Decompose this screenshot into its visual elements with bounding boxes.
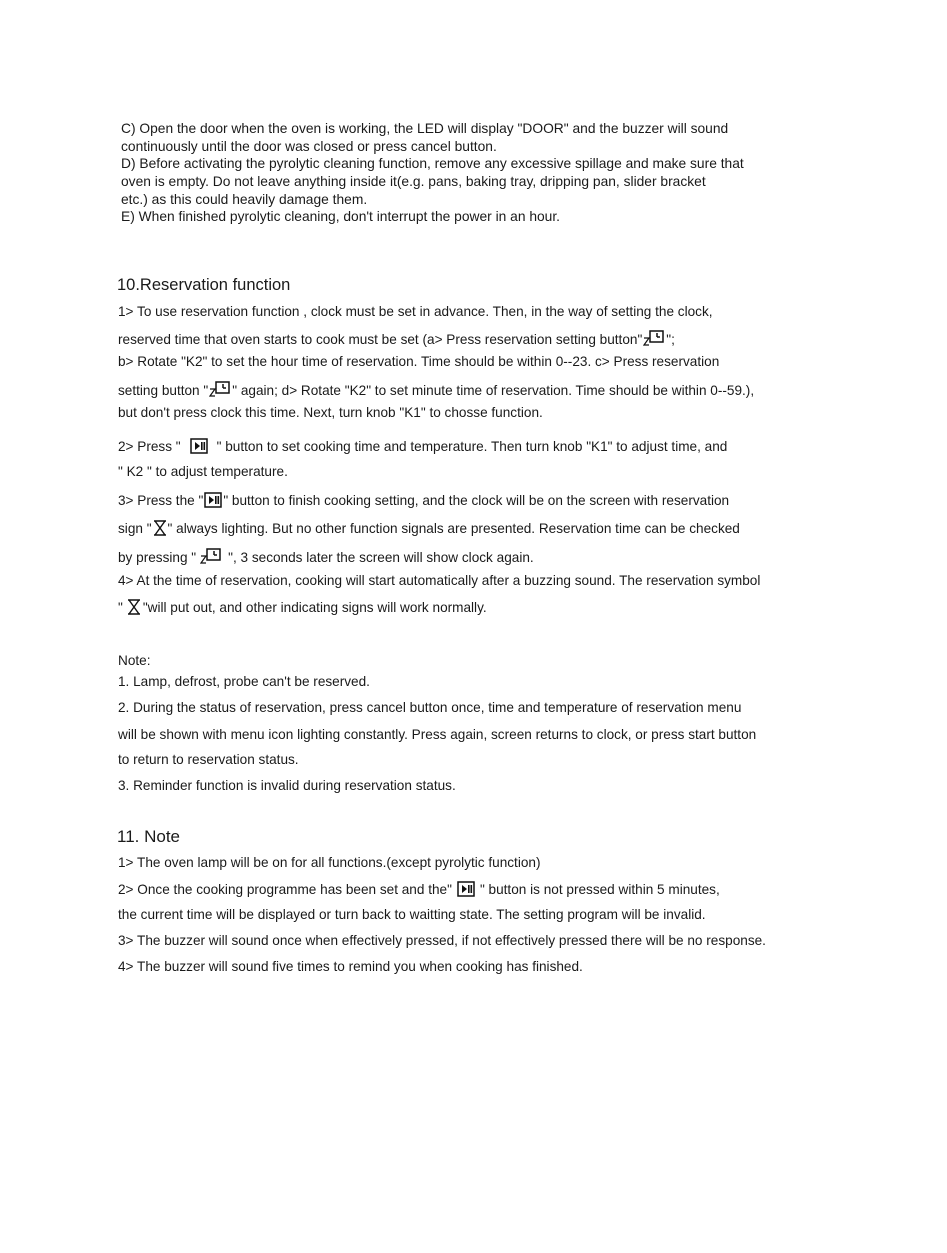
start-pause-icon <box>190 438 208 454</box>
text-fragment: " <box>118 600 123 615</box>
reservation-step4-line1: 4> At the time of reservation, cooking will start automatically after a buzzing sound. The reservation symbol <box>118 573 761 588</box>
text-fragment: by pressing " <box>118 550 197 565</box>
note-item-2-line2: will be shown with menu icon lighting constantly. Press again, screen returns to clock, or press start button <box>118 727 757 742</box>
reservation-clock-icon <box>643 329 665 347</box>
reservation-step1-line4 <box>118 380 754 399</box>
start-pause-icon <box>457 881 475 897</box>
section-heading-reservation: 10.Reservation function <box>117 276 291 294</box>
section-heading-note: 11. Note <box>117 827 181 846</box>
note11-line3: the current time will be displayed or turn back to waitting state. The setting program will be invalid. <box>118 907 706 922</box>
text-fragment: reserved time that oven starts to cook must be set (a> Press reservation setting button" <box>118 332 643 347</box>
note-item-3: 3. Reminder function is invalid during reservation status. <box>118 778 456 793</box>
note11-line2 <box>118 881 720 898</box>
paragraph-c-line1: C) Open the door when the oven is working, the LED will display "DOOR" and the buzzer will sound <box>121 121 729 136</box>
text-fragment: 2> Press " <box>118 439 181 454</box>
text-fragment: "will put out, and other indicating signs will work normally. <box>142 600 487 615</box>
text-fragment: sign " <box>118 521 152 536</box>
note-item-2-line1: 2. During the status of reservation, press cancel button once, time and temperature of reservation menu <box>118 700 742 715</box>
hourglass-icon <box>153 520 167 536</box>
paragraph-c-line2: continuously until the door was closed or press cancel button. <box>121 139 497 154</box>
note-label: Note: <box>118 653 151 668</box>
reservation-step3-line1 <box>118 492 729 509</box>
reservation-step2-line2: " K2 " to adjust temperature. <box>118 464 288 479</box>
note11-line1: 1> The oven lamp will be on for all functions.(except pyrolytic function) <box>118 855 541 870</box>
reservation-clock-icon <box>200 547 222 565</box>
start-pause-icon <box>204 492 222 508</box>
note11-line4: 3> The buzzer will sound once when effectively pressed, if not effectively pressed there will be no response. <box>118 933 766 948</box>
text-fragment: " again; d> Rotate "K2" to set minute time of reservation. Time should be within 0--59.), <box>232 383 755 398</box>
reservation-step3-line2 <box>118 520 740 537</box>
text-fragment: 2> Once the cooking programme has been set and the" <box>118 882 452 897</box>
paragraph-d-line3: etc.) as this could heavily damage them. <box>121 192 368 207</box>
paragraph-d-line1: D) Before activating the pyrolytic cleaning function, remove any excessive spillage and make sure that <box>121 156 744 171</box>
text-fragment: " button is not pressed within 5 minutes, <box>479 882 720 897</box>
reservation-step1-line3: b> Rotate "K2" to set the hour time of reservation. Time should be within 0--23. c> Press reservation <box>118 354 720 369</box>
reservation-step3-line3 <box>118 547 534 566</box>
note-item-1: 1. Lamp, defrost, probe can't be reserved. <box>118 674 370 689</box>
text-fragment: 3> Press the " <box>118 493 204 508</box>
text-fragment: setting button " <box>118 383 209 398</box>
reservation-step1-line1: 1> To use reservation function , clock must be set in advance. Then, in the way of setting the clock, <box>118 304 713 319</box>
hourglass-icon <box>127 599 141 615</box>
note11-line5: 4> The buzzer will sound five times to remind you when cooking has finished. <box>118 959 583 974</box>
reservation-step4-line2 <box>118 599 487 616</box>
text-fragment: " always lighting. But no other function signals are presented. Reservation time can be checked <box>167 521 740 536</box>
note-item-2-line3: to return to reservation status. <box>118 752 299 767</box>
text-fragment: "; <box>666 332 675 347</box>
text-fragment: " button to finish cooking setting, and the clock will be on the screen with reservation <box>223 493 730 508</box>
reservation-clock-icon <box>209 380 231 398</box>
paragraph-e-line1: E) When finished pyrolytic cleaning, don't interrupt the power in an hour. <box>121 209 561 224</box>
text-fragment: " button to set cooking time and temperature. Then turn knob "K1" to adjust time, and <box>216 439 728 454</box>
reservation-step1-line5: but don't press clock this time. Next, turn knob "K1" to chosse function. <box>118 405 543 420</box>
reservation-step1-line2 <box>118 329 675 348</box>
paragraph-d-line2: oven is empty. Do not leave anything inside it(e.g. pans, baking tray, dripping pan, slider bracket <box>121 174 706 189</box>
reservation-step2-line1 <box>118 438 727 455</box>
text-fragment: ", 3 seconds later the screen will show clock again. <box>228 550 534 565</box>
